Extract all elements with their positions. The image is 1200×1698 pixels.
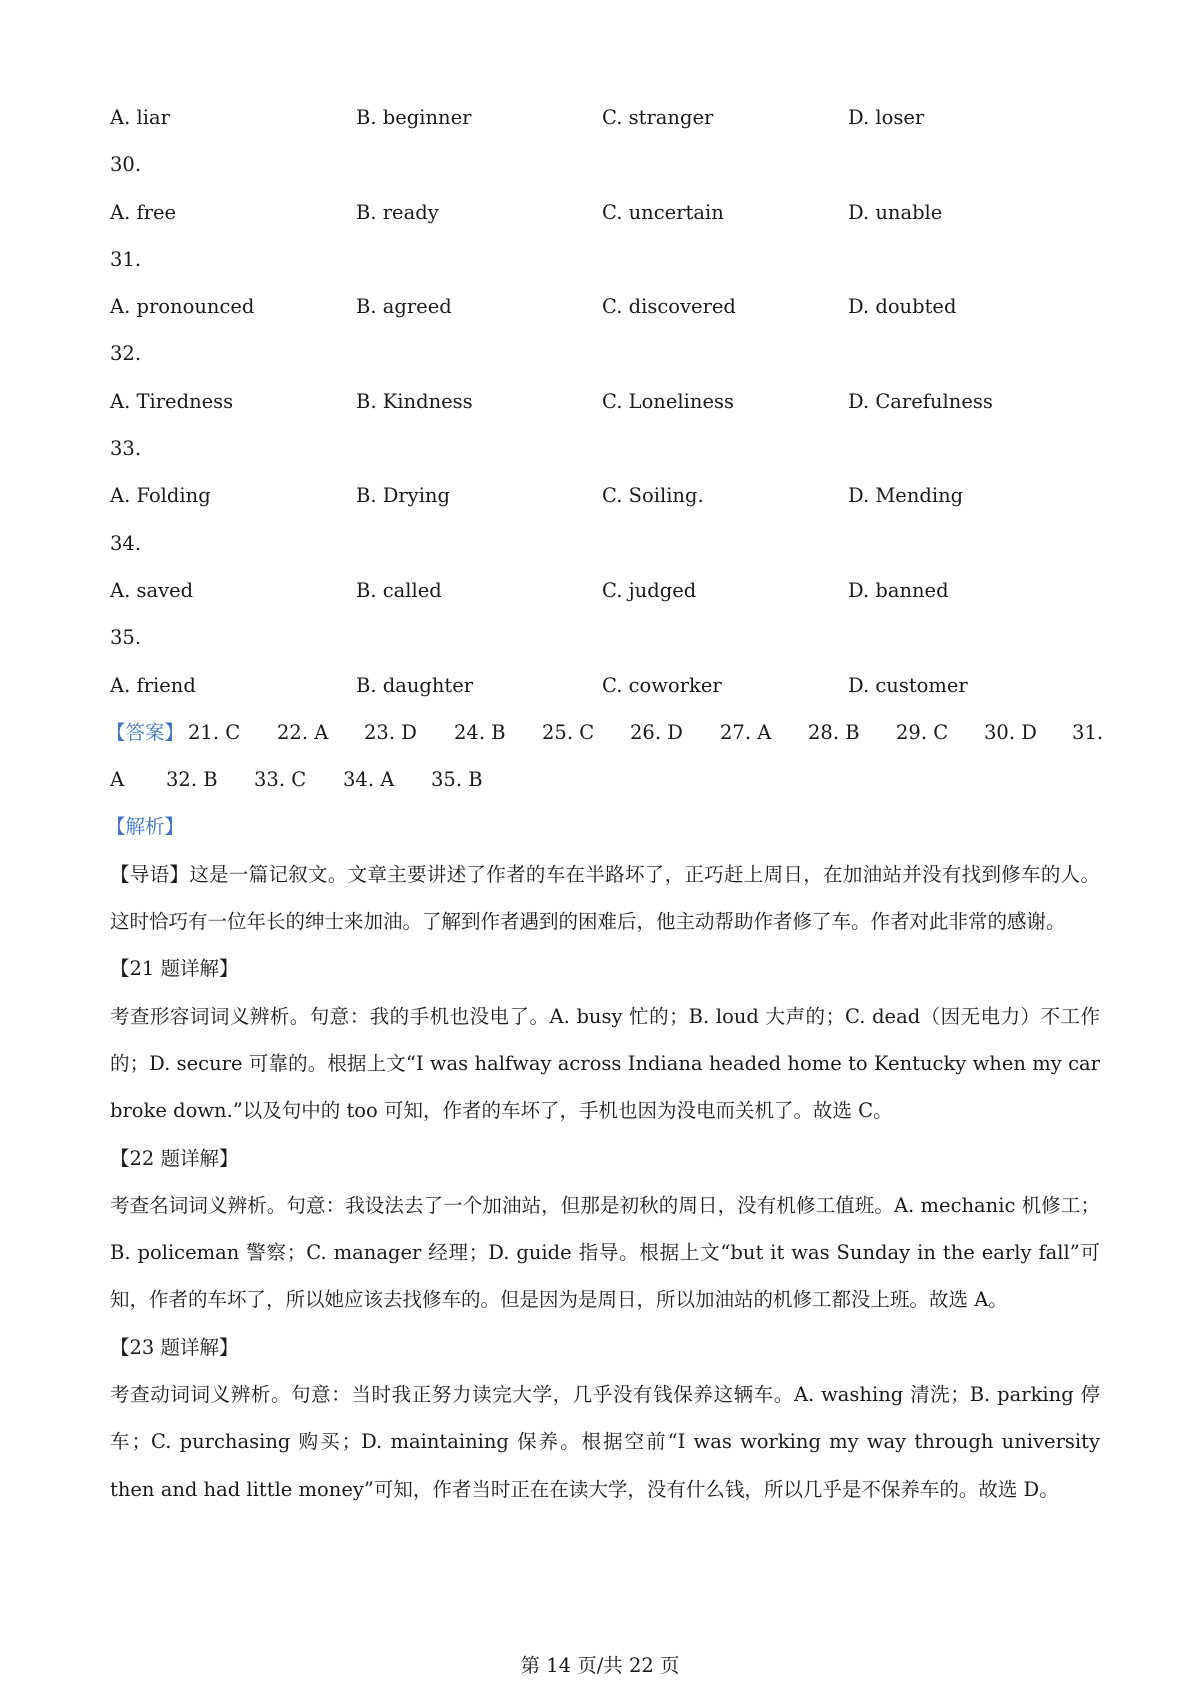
detail-text: 考查形容词词义辨析。句意：我的手机也没电了。A. busy 忙的；B. loud 大声的；C. dead（因无电力）不工作的；D. secure 可靠的。根据上文“I was halfway across Indiana headed home to Kentucky when my car broke down.”以及句中的 too 可知，作者的车坏了，手机也因为没电而关机了。故选 C。 bbox=[110, 1004, 1100, 1123]
question-number: 30. bbox=[110, 153, 142, 177]
answer-item: 21. C bbox=[188, 720, 241, 744]
answer-item: A bbox=[110, 768, 125, 792]
option-c: C. Soiling. bbox=[602, 484, 704, 508]
answer-label: 【答案】 bbox=[106, 720, 185, 744]
option-a: A. Tiredness bbox=[110, 389, 234, 413]
answer-row bbox=[106, 709, 1104, 756]
option-a: A. saved bbox=[110, 578, 194, 602]
question-number: 34. bbox=[110, 531, 142, 555]
option-b: B. Drying bbox=[356, 484, 450, 508]
option-a: A. liar bbox=[110, 106, 170, 129]
option-c: C. coworker bbox=[602, 673, 722, 697]
answer-item: 31. bbox=[1072, 720, 1104, 744]
answer-item: 30. D bbox=[984, 720, 1037, 744]
option-row bbox=[110, 378, 1100, 425]
answer-item: 22. A bbox=[277, 720, 329, 744]
answer-item: 23. D bbox=[364, 720, 417, 744]
answer-item: 35. B bbox=[431, 768, 483, 792]
question-number: 35. bbox=[110, 626, 142, 650]
option-b: B. beginner bbox=[356, 106, 472, 129]
detail-heading: 【22 题详解】 bbox=[110, 1146, 239, 1170]
option-b: B. ready bbox=[356, 200, 439, 224]
option-c: C. stranger bbox=[602, 106, 714, 129]
option-row bbox=[110, 283, 1100, 330]
option-row bbox=[110, 662, 1100, 709]
option-b: B. daughter bbox=[356, 673, 474, 697]
question-number: 31. bbox=[110, 247, 142, 271]
option-row bbox=[110, 472, 1100, 519]
option-row bbox=[110, 189, 1100, 236]
document-page bbox=[106, 94, 1104, 1513]
detail-text: 考查名词词义辨析。句意：我设法去了一个加油站，但那是初秋的周日，没有机修工值班。A. mechanic 机修工；B. policeman 警察；C. manager 经理；D. guide 指导。根据上文“but it was Sunday in the early fall”可知，作者的车坏了，所以她应该去找修车的。但是因为是周日，所以加油站的机修工都没上班。故选 A。 bbox=[110, 1193, 1100, 1312]
option-a: A. friend bbox=[110, 673, 196, 697]
answer-item: 34. A bbox=[343, 768, 395, 792]
option-a: A. Folding bbox=[110, 484, 211, 508]
option-c: C. Loneliness bbox=[602, 389, 734, 413]
answer-item: 33. C bbox=[254, 768, 307, 792]
page-footer: 第 14 页/共 22 页 bbox=[520, 1654, 680, 1677]
answer-row bbox=[110, 756, 1100, 803]
option-d: D. unable bbox=[848, 200, 943, 224]
option-c: C. discovered bbox=[602, 295, 736, 319]
option-c: C. judged bbox=[602, 578, 697, 602]
option-row bbox=[110, 94, 1100, 141]
option-a: A. pronounced bbox=[110, 295, 255, 319]
question-number: 33. bbox=[110, 437, 142, 461]
answer-item: 26. D bbox=[630, 720, 683, 744]
option-b: B. Kindness bbox=[356, 389, 473, 413]
answer-item: 32. B bbox=[166, 768, 218, 792]
analysis-label: 【解析】 bbox=[106, 815, 185, 839]
option-c: C. uncertain bbox=[602, 200, 724, 224]
detail-heading: 【23 题详解】 bbox=[110, 1335, 239, 1359]
answer-item: 29. C bbox=[896, 720, 949, 744]
option-d: D. Carefulness bbox=[848, 389, 993, 413]
option-a: A. free bbox=[110, 200, 177, 224]
intro-paragraph: 【导语】这是一篇记叙文。文章主要讲述了作者的车在半路坏了，正巧赶上周日，在加油站并没有找到修车的人。这时恰巧有一位年长的绅士来加油。了解到作者遇到的困难后，他主动帮助作者修了车。作者对此非常的感谢。 bbox=[110, 862, 1100, 934]
detail-heading: 【21 题详解】 bbox=[110, 957, 239, 981]
detail-text: 考查动词词义辨析。句意：当时我正努力读完大学，几乎没有钱保养这辆车。A. washing 清洗；B. parking 停车；C. purchasing 购买；D. maintaining 保养。根据空前“I was working my way through university then and had little money”可知，作者当时正在在读大学，没有什么钱，所以几乎是不保养车的。故选 D。 bbox=[110, 1383, 1100, 1501]
question-number: 32. bbox=[110, 342, 142, 366]
option-row bbox=[110, 567, 1100, 614]
answer-item: 24. B bbox=[454, 720, 506, 744]
option-b: B. agreed bbox=[356, 295, 452, 319]
option-b: B. called bbox=[356, 578, 442, 602]
option-d: D. doubted bbox=[848, 295, 957, 319]
answer-item: 27. A bbox=[720, 720, 772, 744]
option-d: D. customer bbox=[848, 673, 968, 697]
answer-item: 28. B bbox=[808, 720, 860, 744]
option-d: D. loser bbox=[848, 106, 925, 129]
option-d: D. Mending bbox=[848, 484, 964, 508]
answer-item: 25. C bbox=[542, 720, 595, 744]
option-d: D. banned bbox=[848, 578, 949, 602]
